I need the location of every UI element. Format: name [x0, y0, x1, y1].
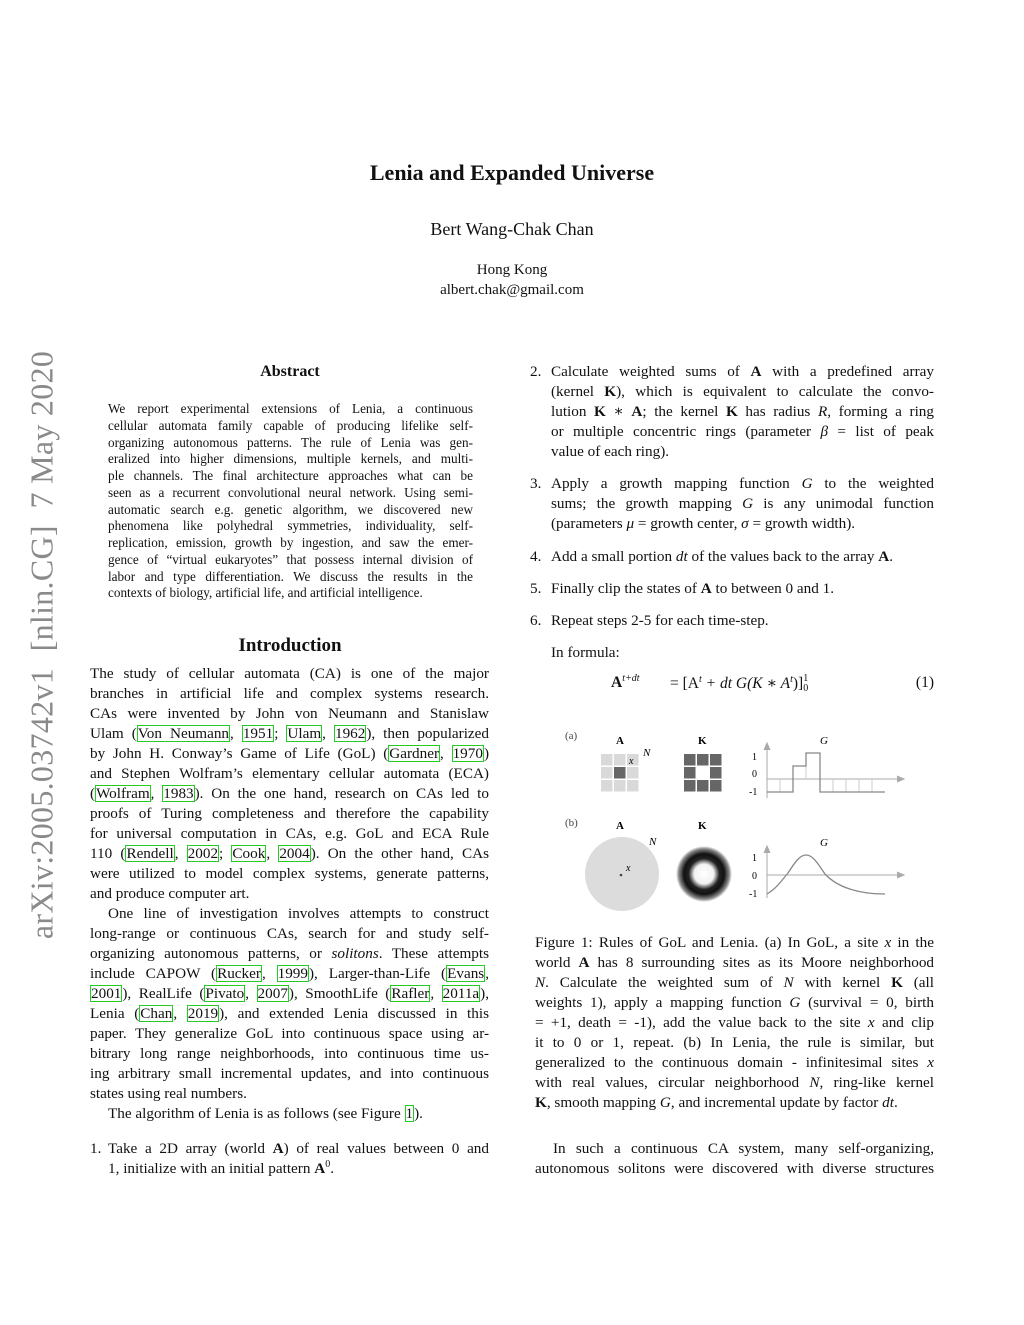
text-line — [108, 468, 473, 485]
citation-link[interactable]: Rendell — [126, 845, 174, 862]
text-run: autonomous solitons were discovered with diverse structures — [535, 1160, 934, 1177]
text-run: , — [230, 725, 242, 742]
grid-cell — [601, 754, 613, 766]
text-run: = +1, death = -1), add the value back to the site — [535, 1014, 868, 1031]
math-bold: A — [878, 548, 890, 565]
superscript: 0 — [325, 1158, 331, 1170]
lenia-neighborhood-disc — [585, 837, 659, 911]
text-run: ), then popularized — [366, 725, 490, 742]
text-line — [90, 804, 489, 824]
text-line — [90, 864, 489, 884]
text-run: ). — [414, 1105, 423, 1122]
text-run: and produce computer art. — [90, 885, 250, 902]
text-run: , ring-like kernel — [819, 1074, 934, 1091]
abstract-text — [108, 401, 473, 602]
text-line — [90, 744, 489, 764]
grid-cell — [601, 780, 613, 792]
math-bold: A — [272, 1140, 284, 1157]
text-run: (all — [902, 974, 934, 991]
text-run: ), RealLife ( — [122, 985, 205, 1002]
text-run: seen as a recurrent convolutional neural network. Using semi- — [108, 484, 473, 500]
eq-lhs-sup: t+dt — [622, 672, 640, 684]
text-run: ), Larger-than-Life ( — [308, 965, 447, 982]
text-run: ), — [480, 985, 490, 1002]
text-line — [551, 422, 934, 442]
text-run: organizing autonomous patterns, or — [90, 945, 332, 962]
step-4-text — [551, 547, 934, 567]
math-bold: A — [631, 403, 643, 420]
text-run: , — [174, 845, 187, 862]
grid-cell — [627, 767, 639, 779]
text-run: Take a 2D array (world — [108, 1140, 273, 1157]
grid-A-label: A — [616, 735, 624, 747]
text-line — [90, 904, 489, 924]
neighborhood-N-label: N — [649, 836, 657, 848]
text-run: automatic search e.g. genetic algorithm, we discovered new — [108, 501, 473, 517]
step-number: 5. — [530, 580, 542, 597]
text-line — [108, 451, 473, 468]
lenia-ring-kernel — [676, 846, 732, 902]
math-bold: K — [535, 1094, 547, 1111]
text-line — [551, 362, 934, 382]
citation-link[interactable]: Rafler — [391, 985, 430, 1002]
text-line — [535, 1139, 934, 1159]
author-email[interactable]: albert.chak@gmail.com — [440, 282, 584, 298]
text-run: Repeat steps 2-5 for each time-step. — [551, 612, 769, 629]
text-run: ple channels. The final architecture approaches what can be — [108, 468, 473, 483]
gol-growth-axes — [764, 743, 904, 798]
eq-sup: t — [698, 673, 702, 685]
math-italic: σ — [741, 515, 749, 532]
text-run: ) of real values between 0 and — [283, 1140, 489, 1157]
text-run: were utilized to model complex systems, generate patterns, — [90, 865, 489, 882]
text-run: , — [430, 985, 442, 1002]
text-run: , — [261, 965, 277, 982]
citation-link[interactable]: 2004 — [279, 845, 310, 862]
math-italic: G — [789, 994, 801, 1011]
text-run: Add a small portion — [551, 548, 676, 565]
text-line — [90, 664, 489, 684]
text-line — [90, 884, 489, 904]
math-italic: G — [801, 475, 813, 492]
text-run: = growth width). — [748, 515, 856, 532]
text-line — [535, 993, 934, 1013]
text-run: value of each ring). — [551, 443, 670, 460]
citation-link[interactable]: 2019 — [187, 1005, 219, 1022]
grid-cell — [710, 754, 722, 766]
text-line — [90, 684, 489, 704]
text-run: Figure 1: Rules of GoL and Lenia. (a) In GoL, a site — [535, 934, 885, 951]
introduction-heading: Introduction — [238, 635, 342, 656]
arxiv-identifier: arXiv:2005.03742v1 [nlin.CG] 7 May 2020 — [23, 350, 60, 940]
text-run: in the — [891, 934, 934, 951]
text-run: organizing autonomous patterns. The rule of Lenia was gen- — [108, 434, 473, 450]
text-line — [551, 382, 934, 402]
math-italic: x — [927, 1054, 934, 1071]
site-dot — [620, 874, 623, 877]
math-bold: A — [750, 363, 762, 380]
text-run: include CAPOW ( — [90, 965, 217, 982]
text-run: of the values back to the array — [687, 548, 879, 565]
grid-cell — [697, 780, 709, 792]
step-number: 2. — [530, 363, 542, 380]
site-x-label: x — [629, 756, 634, 767]
text-run: proofs of Turing completeness and therefore the capability — [90, 805, 489, 822]
grid-cell — [684, 767, 696, 779]
author-name: Bert Wang-Chak Chan — [430, 219, 594, 239]
text-line — [535, 1053, 934, 1073]
text-run: bitrary long range neighborhoods, into continuous time us- — [90, 1045, 489, 1062]
text-run: is any unimodal function — [753, 495, 934, 512]
text-line — [90, 1084, 489, 1104]
text-run: long-range or continuous CAs, search for and study self- — [90, 925, 489, 942]
text-line — [90, 1064, 489, 1084]
tick-minus-1: -1 — [749, 889, 758, 900]
text-line — [108, 569, 473, 586]
text-run: ing arbitrary small incremental updates, and into continuous — [90, 1065, 489, 1082]
text-run: 1, initialize with an initial pattern — [108, 1160, 315, 1177]
text-run: . — [889, 548, 894, 565]
text-line — [535, 1159, 934, 1179]
equation-1 — [530, 674, 934, 698]
grid-cell — [614, 780, 626, 792]
kernel-K-label: K — [698, 820, 707, 832]
text-line — [90, 924, 489, 944]
affiliation: Hong Kong — [476, 262, 548, 278]
math-italic: dt — [882, 1094, 894, 1111]
text-line — [535, 1093, 934, 1113]
text-run: , — [245, 985, 257, 1002]
eq-upper: 1 — [803, 673, 809, 685]
text-run: with real values, circular neighborhood — [535, 1074, 810, 1091]
text-line — [90, 784, 489, 804]
citation-link[interactable]: Cook — [232, 845, 266, 862]
text-line — [535, 1033, 934, 1053]
text-run: labor and type differentiation. We discuss the results in the — [108, 568, 473, 584]
text-line — [108, 552, 473, 569]
panel-a-label: (a) — [565, 730, 578, 742]
text-run: ), which is equivalent to calculate the convo- — [616, 383, 934, 400]
text-run: world — [535, 954, 579, 971]
text-run: to the weighted — [812, 475, 935, 492]
kernel-K-label: K — [698, 735, 707, 747]
text-line — [90, 844, 489, 864]
math-italic: x — [884, 934, 892, 951]
grid-cell — [614, 767, 626, 779]
text-line — [108, 401, 473, 418]
text-line — [551, 474, 934, 494]
tick-1: 1 — [752, 752, 757, 763]
lenia-growth-axes — [764, 846, 904, 898]
text-run: (kernel — [551, 383, 605, 400]
math-italic: x — [867, 1014, 875, 1031]
eq-sup: t — [790, 673, 793, 685]
math-bold: K — [725, 403, 738, 420]
text-run: weights 1), apply a mapping function — [535, 994, 790, 1011]
text-line — [535, 973, 934, 993]
eq-open: = [A — [670, 675, 699, 692]
text-run: paper. They generalize GoL into continuous space using ar- — [90, 1025, 489, 1042]
text-run: ; the kernel — [642, 403, 726, 420]
text-run: (survival = 0, birth — [800, 994, 934, 1011]
grid-cell — [684, 754, 696, 766]
text-line — [90, 704, 489, 724]
tick-1: 1 — [752, 853, 757, 864]
citation-link[interactable]: Ulam — [287, 725, 322, 742]
text-run: (parameters — [551, 515, 627, 532]
text-run: by John H. Conway’s Game of Life (GoL) ( — [90, 745, 389, 762]
text-line — [108, 585, 473, 602]
text-run: ∗ — [605, 403, 632, 420]
text-run: with a predefined array — [761, 363, 934, 380]
math-italic: N — [783, 974, 794, 991]
math-bold: A — [314, 1160, 326, 1177]
grid-cell — [684, 780, 696, 792]
text-run: sums; the growth mapping — [551, 495, 743, 512]
text-run: , — [322, 725, 334, 742]
text-run: gence of “virtual eukaryotes” that possess internal division of — [108, 551, 473, 567]
text-run: generalized to the continuous domain - infinitesimal sites — [535, 1054, 928, 1071]
eq-lhs: A — [611, 674, 623, 691]
text-run: . Calculate the weighted sum of — [545, 974, 784, 991]
figure-1 — [555, 720, 915, 920]
text-run: ; — [274, 725, 287, 742]
math-italic: solitons — [331, 945, 379, 962]
text-run: states using real numbers. — [90, 1085, 247, 1102]
text-line — [108, 502, 473, 519]
eq-close: )] — [792, 675, 804, 692]
tick-0: 0 — [752, 769, 757, 780]
text-run: ), and extended Lenia discussed in this — [219, 1005, 489, 1022]
text-run: . — [893, 1094, 898, 1111]
introduction-text — [90, 664, 489, 1124]
text-line — [90, 1104, 489, 1124]
gol-growth-step-function — [767, 753, 885, 792]
text-run: The study of cellular automata (CA) is one of the major — [90, 665, 489, 682]
citation-link[interactable]: 2001 — [91, 985, 122, 1002]
step-number: 1. — [90, 1140, 102, 1157]
field-A-label: A — [616, 820, 624, 832]
math-bold: A — [578, 954, 590, 971]
abstract-heading: Abstract — [260, 363, 320, 380]
text-run: contexts of biology, artificial life, and artificial intelligence. — [108, 585, 423, 601]
text-run: , — [485, 965, 490, 982]
step-3-text — [551, 474, 934, 534]
text-run: Lenia ( — [90, 1005, 140, 1022]
text-run: and clip — [874, 1014, 934, 1031]
step-2-text — [551, 362, 934, 462]
step-number: 6. — [530, 612, 542, 629]
text-run: ), SmoothLife ( — [288, 985, 391, 1002]
text-line — [551, 494, 934, 514]
math-bold: K — [604, 383, 617, 400]
grid-cell — [601, 767, 613, 779]
citation-link[interactable]: Chan — [140, 1005, 173, 1022]
neighborhood-N-label: N — [643, 747, 651, 759]
text-run: with kernel — [793, 974, 892, 991]
text-run: , and incremental update by factor — [670, 1094, 883, 1111]
text-run: Finally clip the states of — [551, 580, 701, 597]
text-run: ). On the other hand, CAs — [310, 845, 489, 862]
grid-cell — [710, 767, 722, 779]
growth-G-label: G — [820, 837, 828, 849]
text-line — [551, 402, 934, 422]
text-line — [535, 1013, 934, 1033]
text-run: branches in artificial life and complex systems research. — [90, 685, 489, 702]
citation-link[interactable]: Gardner — [389, 745, 440, 762]
text-line — [551, 514, 934, 534]
text-run: has radius — [737, 403, 818, 420]
text-run: CAs were invented by John von Neumann and Stanislaw — [90, 705, 489, 722]
figure-1-caption — [535, 933, 934, 1113]
text-run: lution — [551, 403, 595, 420]
text-run: In such a continuous CA system, many self-organizing, — [553, 1140, 934, 1157]
text-line — [535, 933, 934, 953]
text-line — [551, 611, 934, 631]
text-line — [108, 1139, 489, 1159]
text-run: has 8 surrounding sites as its Moore neighborhood — [589, 954, 935, 971]
text-run: , — [150, 785, 163, 802]
text-run: Apply a growth mapping function — [551, 475, 802, 492]
grid-cell — [697, 754, 709, 766]
grid-cell — [614, 754, 626, 766]
text-line — [90, 1024, 489, 1044]
citation-link[interactable]: 1951 — [242, 725, 274, 742]
text-run: eralized into higher dimensions, multiple kernels, and multi- — [108, 451, 473, 467]
math-italic: dt — [675, 548, 688, 565]
text-line — [90, 964, 489, 984]
text-run: , — [173, 1005, 187, 1022]
formula-intro: In formula: — [551, 644, 620, 661]
citation-link[interactable]: 1999 — [277, 965, 308, 982]
math-italic: N — [809, 1074, 820, 1091]
text-line — [551, 442, 934, 462]
text-run: phenomena like polyhedral symmetries, individuality, self- — [108, 518, 473, 534]
text-run: to between 0 and 1. — [711, 580, 835, 597]
text-run: . These attempts — [378, 945, 489, 962]
paper-title: Lenia and Expanded Universe — [369, 160, 655, 185]
text-run: ; — [219, 845, 232, 862]
text-run: , smooth mapping — [546, 1094, 660, 1111]
text-run: ( — [90, 785, 96, 802]
text-run: , — [266, 845, 279, 862]
text-line — [108, 485, 473, 502]
citation-link[interactable]: 1 — [405, 1105, 414, 1122]
text-run: cellular automata family capable of producing lifelike self- — [108, 417, 473, 433]
citation-link[interactable]: Evans — [447, 965, 485, 982]
gol-growth-grid — [780, 753, 872, 792]
eq-lower: 0 — [803, 683, 809, 695]
text-line — [108, 435, 473, 452]
math-italic: G — [742, 495, 754, 512]
text-line — [108, 535, 473, 552]
text-run: it to 0 or 1, repeat. (b) In Lenia, the rule is similar, but — [535, 1034, 934, 1051]
text-run: Calculate weighted sums of — [551, 363, 751, 380]
gol-kernel-grid — [684, 754, 722, 792]
math-bold: A — [700, 580, 712, 597]
citation-link[interactable]: 1962 — [334, 725, 366, 742]
math-italic: G — [659, 1094, 671, 1111]
text-run: We report experimental extensions of Lenia, a continuous — [108, 401, 473, 416]
text-line — [535, 1073, 934, 1093]
citation-link[interactable]: 1970 — [452, 745, 483, 762]
citation-link[interactable]: 2007 — [257, 985, 288, 1002]
text-line — [108, 518, 473, 535]
grid-cell — [710, 780, 722, 792]
step-number: 4. — [530, 548, 542, 565]
text-run: = growth center, — [634, 515, 742, 532]
text-line — [90, 824, 489, 844]
math-italic: R — [817, 403, 828, 420]
text-run: The algorithm of Lenia is as follows (see Figure — [108, 1105, 405, 1122]
grid-cell — [697, 767, 709, 779]
growth-G-label: G — [820, 735, 828, 747]
text-run: replication, emission, growth by ingestion, and saw the emer- — [108, 535, 473, 550]
citation-link[interactable]: 1983 — [163, 785, 194, 802]
math-bold: K — [594, 403, 606, 420]
math-italic: N — [535, 974, 546, 991]
text-line — [90, 1004, 489, 1024]
text-run: ). On the one hand, research on CAs led to — [194, 785, 489, 802]
text-line — [108, 418, 473, 435]
tick-0: 0 — [752, 871, 757, 882]
math-italic: β — [820, 423, 829, 440]
continuation-text — [535, 1139, 934, 1179]
text-line — [90, 1044, 489, 1064]
text-run: or multiple concentric rings (parameter — [551, 423, 821, 440]
step-6-text — [551, 611, 934, 631]
citation-link[interactable]: Wolfram — [96, 785, 150, 802]
text-line — [90, 764, 489, 784]
text-line — [90, 724, 489, 744]
text-run: = list of peak — [828, 423, 934, 440]
citation-link[interactable]: 2011a — [442, 985, 480, 1002]
text-run: and Stephen Wolfram’s elementary cellular automata (ECA) — [90, 765, 489, 782]
site-x-label: x — [626, 863, 631, 874]
citation-link[interactable]: Rucker — [217, 965, 261, 982]
step-number: 3. — [530, 475, 542, 492]
text-line — [535, 953, 934, 973]
panel-b-label: (b) — [565, 817, 578, 829]
text-run: . — [330, 1160, 335, 1177]
text-run: , forming a ring — [827, 403, 934, 420]
citation-link[interactable]: Pivato — [205, 985, 245, 1002]
text-line — [551, 547, 934, 567]
text-line — [551, 579, 934, 599]
text-line — [108, 1159, 489, 1179]
grid-cell — [627, 780, 639, 792]
text-run: ) — [483, 745, 489, 762]
citation-link[interactable]: 2002 — [187, 845, 219, 862]
tick-minus-1: -1 — [749, 787, 758, 798]
text-run: 110 ( — [90, 845, 126, 862]
text-run: for universal computation in CAs, e.g. GoL and ECA Rule — [90, 825, 489, 842]
citation-link[interactable]: Von Neumann — [137, 725, 230, 742]
text-line — [90, 944, 489, 964]
eq-mid: + dt G(K ∗ A — [701, 675, 791, 692]
step-1-text — [108, 1139, 489, 1179]
text-run: Ulam ( — [90, 725, 137, 742]
math-italic: μ — [626, 515, 635, 532]
math-bold: K — [891, 974, 903, 991]
text-run: , — [440, 745, 452, 762]
text-run: One line of investigation involves attempts to construct — [108, 905, 489, 922]
text-line — [90, 984, 489, 1004]
step-5-text — [551, 579, 934, 599]
equation-number: (1) — [915, 674, 934, 691]
